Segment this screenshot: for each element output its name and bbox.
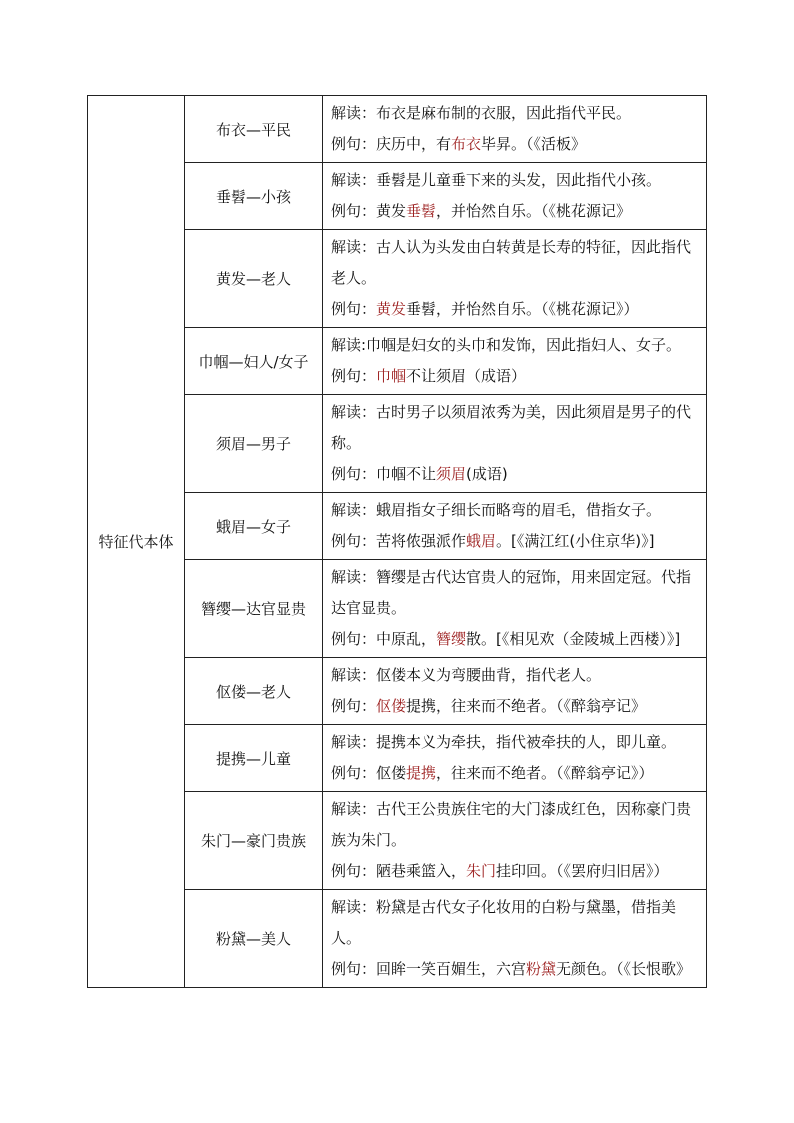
example-highlight: 粉黛	[526, 960, 557, 978]
term-cell: 提携—儿童	[185, 725, 323, 792]
example-post: 提携，往来而不绝者。（《醉翁亭记》	[406, 697, 647, 715]
term-cell: 蛾眉—女子	[185, 493, 323, 560]
explain-text: 解读:巾帼是妇女的头巾和发饰，因此指妇人、女子。	[331, 336, 682, 354]
example-highlight: 布衣	[451, 135, 482, 153]
example-highlight: 巾帼	[376, 367, 407, 385]
explanation-cell	[323, 658, 707, 725]
term-cell: 簪缨—达官显贵	[185, 560, 323, 658]
example-text	[331, 459, 702, 490]
example-highlight: 黄发	[376, 300, 407, 318]
term-cell: 粉黛—美人	[185, 890, 323, 988]
example-pre: 例句：	[331, 367, 377, 385]
explain-text: 解读：垂髫是儿童垂下来的头发，因此指代小孩。	[331, 171, 662, 189]
example-pre: 例句：黄发	[331, 202, 407, 220]
example-text	[331, 129, 702, 160]
example-text	[331, 954, 702, 985]
example-text	[331, 526, 702, 557]
explain-text: 解读：布衣是麻布制的衣服，因此指代平民。	[331, 104, 632, 122]
example-highlight: 须眉	[436, 465, 467, 483]
explain-text: 解读：古时男子以须眉浓秀为美，因此须眉是男子的代称。	[331, 403, 692, 452]
explain-text: 解读：蛾眉指女子细长而略弯的眉毛，借指女子。	[331, 501, 662, 519]
example-text	[331, 856, 702, 887]
explain-text: 解读：提携本义为牵扶，指代被牵扶的人，即儿童。	[331, 733, 677, 751]
explanation-cell	[323, 96, 707, 163]
term-cell: 布衣—平民	[185, 96, 323, 163]
example-pre: 例句：庆历中，有	[331, 135, 452, 153]
term-cell: 巾帼—妇人/女子	[185, 328, 323, 395]
example-pre: 例句：巾帼不让	[331, 465, 437, 483]
explanation-cell	[323, 493, 707, 560]
explain-text: 解读：古人认为头发由白转黄是长寿的特征，因此指代老人。	[331, 238, 692, 287]
example-post: 不让须眉（成语）	[406, 367, 527, 385]
example-text	[331, 758, 702, 789]
category-cell: 特征代本体	[88, 96, 185, 988]
explanation-cell	[323, 328, 707, 395]
example-highlight: 提携	[406, 764, 437, 782]
explanation-cell	[323, 890, 707, 988]
example-pre: 例句：陋巷乘篮入，	[331, 862, 467, 880]
explain-text: 解读：伛偻本义为弯腰曲背，指代老人。	[331, 666, 602, 684]
table-body	[88, 96, 707, 988]
explain-text: 解读：簪缨是古代达官贵人的冠饰，用来固定冠。代指达官显贵。	[331, 568, 692, 617]
example-post: 散。[《相见欢（金陵城上西楼）》]	[466, 630, 681, 648]
explain-text: 解读：古代王公贵族住宅的大门漆成红色，因称豪门贵族为朱门。	[331, 800, 692, 849]
example-pre: 例句：苦将侬强派作	[331, 532, 467, 550]
example-text	[331, 691, 702, 722]
example-pre: 例句：回眸一笑百媚生，六宫	[331, 960, 527, 978]
term-cell: 垂髫—小孩	[185, 163, 323, 230]
term-cell: 须眉—男子	[185, 395, 323, 493]
idiom-table	[87, 95, 707, 988]
table-row	[88, 96, 707, 163]
term-cell: 伛偻—老人	[185, 658, 323, 725]
example-post: ，并怡然自乐。（《桃花源记》	[436, 202, 632, 220]
example-post: 无颜色。（《长恨歌》	[556, 960, 692, 978]
example-pre: 例句：中原乱，	[331, 630, 437, 648]
example-pre: 例句：	[331, 300, 377, 318]
example-pre: 例句：	[331, 697, 377, 715]
example-highlight: 蛾眉	[466, 532, 497, 550]
explain-text: 解读：粉黛是古代女子化妆用的白粉与黛墨，借指美人。	[331, 898, 677, 947]
example-highlight: 朱门	[466, 862, 497, 880]
term-cell: 朱门—豪门贵族	[185, 792, 323, 890]
explanation-cell	[323, 230, 707, 328]
example-highlight: 伛偻	[376, 697, 407, 715]
example-pre: 例句：伛偻	[331, 764, 407, 782]
explanation-cell	[323, 163, 707, 230]
example-text	[331, 294, 702, 325]
example-text	[331, 624, 702, 655]
example-post: 。[《满江红(小住京华)》]	[496, 532, 655, 550]
example-post: 挂印回。（《罢府归旧居》）	[496, 862, 669, 880]
example-highlight: 簪缨	[436, 630, 467, 648]
example-post: (成语)	[466, 465, 508, 483]
explanation-cell	[323, 792, 707, 890]
example-post: 毕昇。（《活板》	[481, 135, 587, 153]
term-cell: 黄发—老人	[185, 230, 323, 328]
example-highlight: 垂髫	[406, 202, 437, 220]
explanation-cell	[323, 560, 707, 658]
explanation-cell	[323, 725, 707, 792]
example-text	[331, 196, 702, 227]
example-post: 垂髫，并怡然自乐。（《桃花源记》）	[406, 300, 639, 318]
explanation-cell	[323, 395, 707, 493]
example-text	[331, 361, 702, 392]
example-post: ，往来而不绝者。（《醉翁亭记》）	[436, 764, 654, 782]
